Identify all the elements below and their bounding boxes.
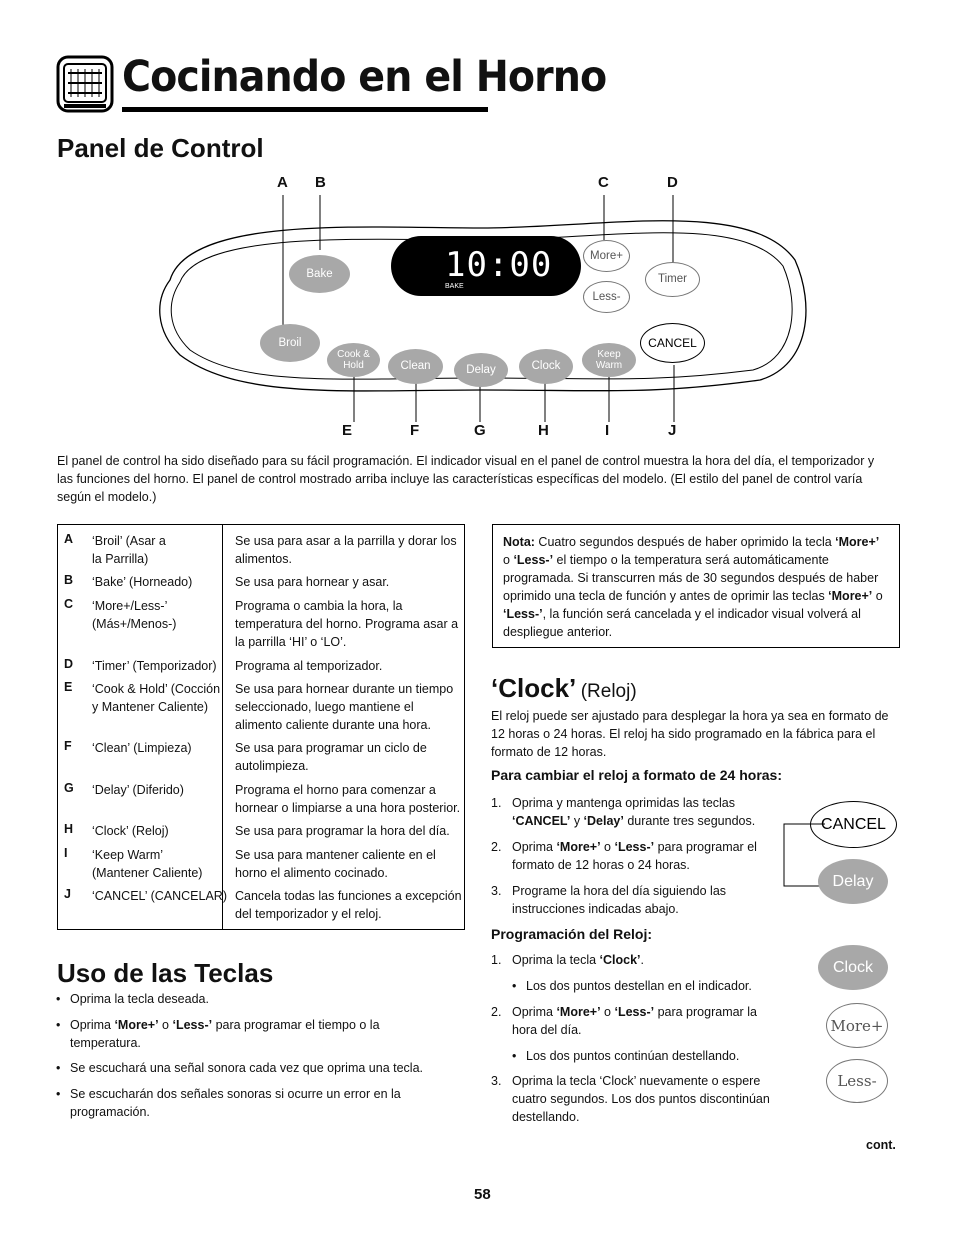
title-rule bbox=[122, 107, 488, 112]
table-row-desc: Se usa para hornear y asar. bbox=[235, 575, 390, 589]
list-item: • Los dos puntos continúan destellando. bbox=[512, 1049, 740, 1063]
bullet-text-post: para programar el tiempo o la temperatura. bbox=[70, 1018, 380, 1050]
keep-warm-button[interactable] bbox=[582, 343, 636, 377]
note-conj: o bbox=[503, 553, 514, 567]
table-row-letter: J bbox=[64, 887, 71, 901]
broil-button[interactable]: Broil bbox=[260, 324, 320, 362]
more-key-ref: ‘More+’ bbox=[556, 1005, 601, 1019]
note-box bbox=[492, 524, 900, 648]
table-row-name: ‘Cook & Hold’ (Cocción y Mantener Caliente) bbox=[92, 682, 221, 714]
step-text-post: durante tres segundos. bbox=[623, 814, 756, 828]
list-item bbox=[491, 794, 777, 830]
side-cancel-button[interactable]: CANCEL bbox=[810, 801, 897, 848]
label-d: D bbox=[667, 174, 678, 191]
clean-button[interactable]: Clean bbox=[388, 349, 443, 384]
note-text-2: el tiempo o la temperatura será automáticamente programada. Si transcurren más de 30 segundos después de haber oprimido una tecla de función y antes de oprimir las teclas bbox=[503, 553, 879, 603]
list-item: • Se escucharán dos señales sonoras si ocurre un error en la programación. bbox=[56, 1087, 401, 1119]
cook-hold-label-2: Hold bbox=[343, 360, 364, 371]
table-row-desc: Programa o cambia la hora, la temperatura del horno. Programa asar a la parrilla ‘HI’ o ‘LO’. bbox=[235, 599, 459, 649]
clock-key-ref: ‘Clock’ bbox=[599, 953, 641, 967]
step-text: Oprima la tecla ‘Clock’ nuevamente o espere cuatro segundos. Los dos puntos discontinúan destellando. bbox=[512, 1074, 770, 1124]
more-button[interactable]: More+ bbox=[583, 240, 630, 272]
label-c: C bbox=[598, 174, 609, 191]
more-key-ref: ‘More+’ bbox=[114, 1018, 159, 1032]
label-b: B bbox=[315, 174, 326, 191]
table-row-desc: Se usa para programar la hora del día. bbox=[235, 824, 450, 838]
less-key-ref: ‘Less-’ bbox=[614, 1005, 655, 1019]
step-text-pre: Oprima bbox=[512, 1005, 557, 1019]
step-text-pre: Oprima la tecla bbox=[512, 953, 600, 967]
note-conj: o bbox=[872, 589, 883, 603]
cook-hold-label-1: Cook & bbox=[337, 349, 370, 360]
section-title-uso: Uso de las Teclas bbox=[57, 958, 274, 988]
label-h: H bbox=[538, 422, 549, 439]
step-number: 3. bbox=[491, 884, 502, 898]
step-text-post: . bbox=[640, 953, 645, 967]
keep-warm-label-2: Warm bbox=[595, 360, 623, 371]
step-text-pre: Oprima bbox=[512, 840, 557, 854]
table-row-letter: G bbox=[64, 781, 74, 795]
table-row-name: ‘Clock’ (Reloj) bbox=[92, 824, 169, 838]
oven-icon bbox=[56, 55, 114, 113]
less-key-ref: ‘Less-’ bbox=[172, 1018, 213, 1032]
table-row-name: ‘Clean’ (Limpieza) bbox=[92, 741, 192, 755]
bake-button[interactable]: Bake bbox=[289, 255, 350, 293]
note-label: Nota: bbox=[503, 535, 535, 549]
step-conj: o bbox=[600, 1005, 615, 1019]
cook-hold-button[interactable] bbox=[327, 343, 380, 377]
delay-button[interactable]: Delay bbox=[454, 353, 508, 387]
table-row-letter: F bbox=[64, 739, 72, 753]
table-row-letter: E bbox=[64, 680, 73, 694]
continued-label: cont. bbox=[866, 1138, 896, 1152]
step-number: 1. bbox=[491, 953, 502, 967]
cancel-button[interactable]: CANCEL bbox=[640, 323, 705, 363]
side-clock-button[interactable]: Clock bbox=[818, 945, 888, 990]
list-item bbox=[491, 1072, 792, 1126]
less-key-ref: ‘Less-’ bbox=[614, 840, 655, 854]
sub-bullet-text: Los dos puntos destellan en el indicador. bbox=[526, 979, 752, 993]
clock-intro: El reloj puede ser ajustado para desplegar la hora ya sea en formato de 12 horas o 24 horas. El reloj ha sido programado en la fábrica para el formato de 12 horas. bbox=[491, 709, 889, 759]
list-item: • Los dos puntos destellan en el indicador. bbox=[512, 979, 752, 993]
keys-table-divider bbox=[222, 524, 223, 930]
table-row-desc: Programa el horno para comenzar a hornear o limpiarse a una hora posterior. bbox=[235, 783, 461, 815]
less-button[interactable]: Less- bbox=[583, 281, 630, 313]
side-more-button[interactable]: More+ bbox=[826, 1003, 888, 1048]
table-row-desc: Se usa para programar un ciclo de autolimpieza. bbox=[235, 741, 427, 773]
delay-key-ref: ‘Delay’ bbox=[583, 814, 624, 828]
side-delay-button[interactable]: Delay bbox=[818, 859, 888, 904]
more-key-ref: ‘More+’ bbox=[828, 589, 873, 603]
bullet-text: Oprima la tecla deseada. bbox=[70, 992, 209, 1006]
bullet-text: Se escuchará una señal sonora cada vez que oprima una tecla. bbox=[70, 1061, 424, 1075]
clock-title: ‘Clock’ bbox=[491, 673, 577, 703]
h24-heading: Para cambiar el reloj a formato de 24 horas: bbox=[491, 767, 783, 783]
section-title-clock bbox=[491, 673, 637, 704]
table-row-letter: C bbox=[64, 597, 74, 611]
label-j: J bbox=[668, 422, 677, 439]
label-g: G bbox=[474, 422, 486, 439]
step-text-post: para programar el formato de 12 horas o 24 horas. bbox=[512, 840, 757, 872]
table-row-letter: A bbox=[64, 532, 74, 546]
list-item: • Se escuchará una señal sonora cada vez que oprima una tecla. bbox=[56, 1061, 424, 1075]
table-row-desc: Se usa para asar a la parrilla y dorar los alimentos. bbox=[235, 534, 457, 566]
step-conj: o bbox=[600, 840, 615, 854]
side-less-button[interactable]: Less- bbox=[826, 1059, 888, 1103]
display-mode: BAKE bbox=[445, 283, 464, 290]
table-row-desc: Se usa para mantener caliente en el horno el alimento cocinado. bbox=[235, 848, 436, 880]
step-conj: y bbox=[570, 814, 584, 828]
step-number: 2. bbox=[491, 1005, 502, 1019]
less-key-ref: ‘Less-’ bbox=[513, 553, 554, 567]
label-i: I bbox=[605, 422, 610, 439]
note-text-3: , la función será cancelada y el indicador visual volverá al despliegue anterior. bbox=[503, 607, 861, 639]
display-time: 10:00 bbox=[445, 245, 553, 285]
panel-intro-text: El panel de control ha sido diseñado para su fácil programación. El indicador visual en el panel de control muestra la hora del día, el temporizador y las funciones del horno. El panel de control mostrado arriba incluye las características específicas del modelo. (El estilo del panel de control varía según el modelo.) bbox=[57, 454, 875, 504]
step-text: Programe la hora del día siguiendo las instrucciones indicadas abajo. bbox=[512, 884, 727, 916]
section-title-panel: Panel de Control bbox=[57, 133, 264, 163]
control-panel-diagram bbox=[150, 190, 815, 425]
timer-button[interactable]: Timer bbox=[645, 262, 700, 297]
table-row-letter: B bbox=[64, 573, 74, 587]
step-number: 1. bbox=[491, 796, 502, 810]
note-text-1: Cuatro segundos después de haber oprimido la tecla bbox=[534, 535, 836, 549]
more-key-ref: ‘More+’ bbox=[835, 535, 880, 549]
clock-button[interactable]: Clock bbox=[519, 349, 573, 384]
table-row-letter: H bbox=[64, 822, 74, 836]
more-key-ref: ‘More+’ bbox=[556, 840, 601, 854]
list-item bbox=[491, 882, 777, 918]
list-item bbox=[491, 838, 777, 874]
clock-subtitle: (Reloj) bbox=[580, 681, 637, 702]
step-number: 2. bbox=[491, 840, 502, 854]
table-row-name: ‘More+/Less-’ (Más+/Menos-) bbox=[92, 599, 177, 631]
table-row-letter: D bbox=[64, 657, 74, 671]
table-row-desc: Se usa para hornear durante un tiempo seleccionado, luego mantiene el alimento caliente durante una hora. bbox=[235, 682, 454, 732]
bullet-text: Se escucharán dos señales sonoras si ocurre un error en la programación. bbox=[70, 1087, 401, 1119]
table-row-desc: Programa al temporizador. bbox=[235, 659, 383, 673]
table-row-letter: I bbox=[64, 846, 68, 860]
page-title: Cocinando en el Horno bbox=[122, 52, 607, 102]
table-row-name: ‘CANCEL’ (CANCELAR) bbox=[92, 889, 227, 903]
bullet-text-pre: Oprima bbox=[70, 1018, 115, 1032]
step-number: 3. bbox=[491, 1074, 502, 1088]
sub-bullet-text: Los dos puntos continúan destellando. bbox=[526, 1049, 740, 1063]
label-f: F bbox=[410, 422, 420, 439]
prog-heading: Programación del Reloj: bbox=[491, 926, 653, 942]
step-text-post: para programar la hora del día. bbox=[512, 1005, 757, 1037]
table-row-name: ‘Keep Warm’ (Mantener Caliente) bbox=[92, 848, 203, 880]
table-row-name: ‘Broil’ (Asar a la Parrilla) bbox=[92, 534, 166, 566]
step-text-pre: Oprima y mantenga oprimidas las teclas bbox=[512, 796, 736, 810]
label-e: E bbox=[342, 422, 353, 439]
label-a: A bbox=[277, 174, 288, 191]
keep-warm-label-1: Keep bbox=[597, 349, 621, 360]
list-item bbox=[491, 1003, 782, 1039]
list-item bbox=[491, 951, 782, 969]
table-row-desc: Cancela todas las funciones a excepción del temporizador y el reloj. bbox=[235, 889, 462, 921]
table-row-name: ‘Delay’ (Diferido) bbox=[92, 783, 184, 797]
less-key-ref: ‘Less-’ bbox=[503, 607, 543, 621]
list-item: • Oprima la tecla deseada. bbox=[56, 992, 209, 1006]
table-row-name: ‘Timer’ (Temporizador) bbox=[92, 659, 217, 673]
bullet-conj: o bbox=[158, 1018, 173, 1032]
table-row-name: ‘Bake’ (Horneado) bbox=[92, 575, 193, 589]
cancel-key-ref: ‘CANCEL’ bbox=[512, 814, 571, 828]
page-number: 58 bbox=[474, 1186, 491, 1203]
list-item: • Oprima ‘More+’ o ‘Less-’ para programar el tiempo o la temperatura. bbox=[56, 1018, 380, 1050]
